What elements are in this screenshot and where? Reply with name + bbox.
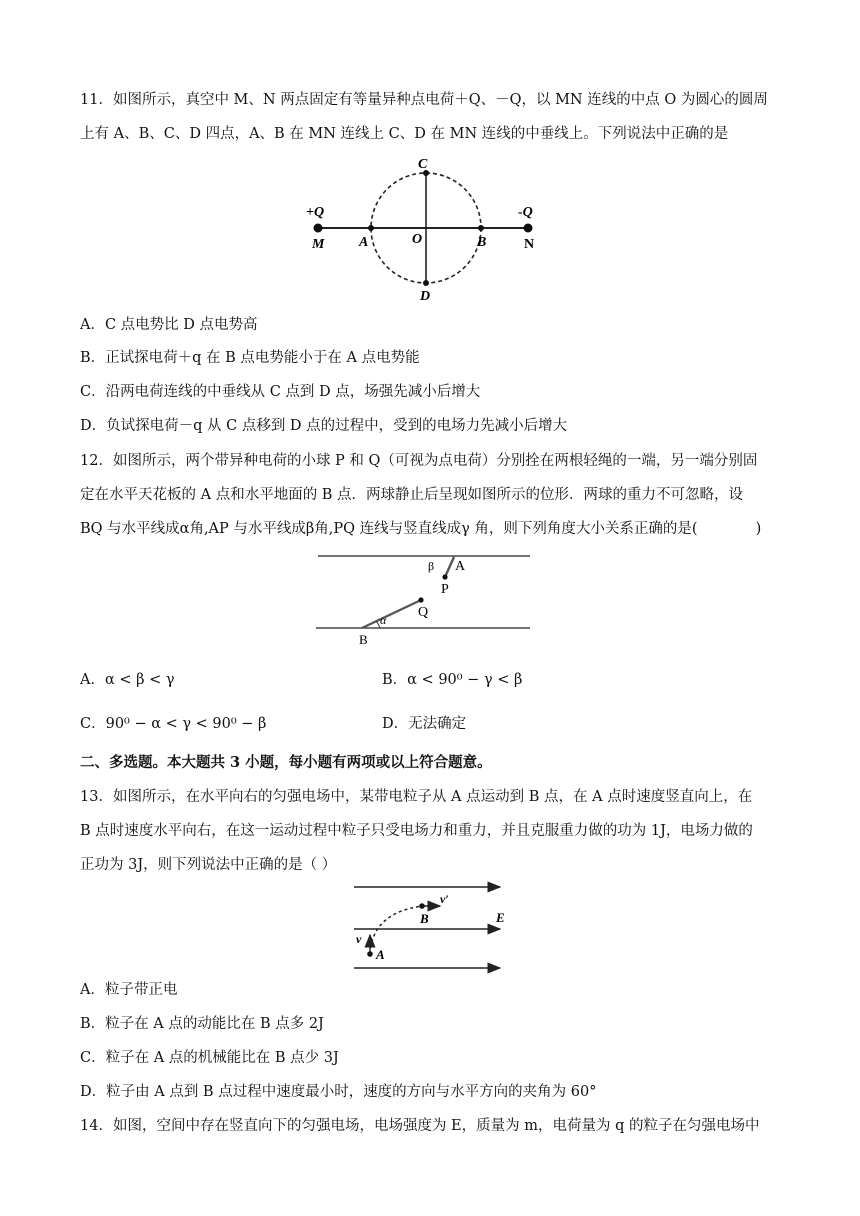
q13-option-d: D．粒子由 A 点到 B 点过程中速度最小时，速度的方向与水平方向的夹角为 60° <box>80 1084 597 1100</box>
q13-figure <box>340 875 520 975</box>
q11-option-c: C．沿两电荷连线的中垂线从 C 点到 D 点，场强先减小后增大 <box>80 384 481 400</box>
q12-rope-AP <box>445 557 454 577</box>
q12-option-d: D．无法确定 <box>382 716 467 732</box>
q11-stem-line1: 11．如图所示，真空中 M、N 两点固定有等量异种点电荷＋Q、－Q，以 MN 连线的中点 O 为圆心的圆周 <box>80 92 768 108</box>
q12-option-b: B．α < 90⁰ − γ < β <box>382 672 523 688</box>
q13-label-v-prime: v′ <box>440 892 449 906</box>
q13-label-B: B <box>420 911 429 926</box>
q13-stem-line1: 13．如图所示，在水平向右的匀强电场中，某带电粒子从 A 点运动到 B 点，在 A 点时速度竖直向上，在 <box>80 789 753 805</box>
q12-label-Q: Q <box>418 605 429 620</box>
q11-point-A <box>368 225 374 231</box>
q11-label-A: A <box>359 235 369 250</box>
q13-option-c: C．粒子在 A 点的机械能比在 B 点少 3J <box>80 1050 339 1066</box>
q11-label-B: B <box>477 235 487 250</box>
q11-label-C: C <box>418 157 428 172</box>
q13-option-b: B．粒子在 A 点的动能比在 B 点多 2J <box>80 1016 324 1032</box>
q13-label-A: A <box>376 947 385 962</box>
q12-figure <box>310 548 540 650</box>
q11-stem-line2: 上有 A、B、C、D 四点，A、B 在 MN 连线上 C、D 在 MN 连线的中垂线上。下列说法中正确的是 <box>80 126 729 142</box>
q12-label-P: P <box>441 582 449 597</box>
q14-stem-line1: 14．如图，空间中存在竖直向下的匀强电场，电场强度为 E，质量为 m，电荷量为 q 的粒子在匀强电场中 <box>80 1118 760 1134</box>
q12-rope-BQ <box>362 600 421 628</box>
q11-option-d: D．负试探电荷－q 从 C 点移到 D 点的过程中，受到的电场力先减小后增大 <box>80 418 568 434</box>
q12-ball-P <box>442 574 447 579</box>
q12-ball-Q <box>418 597 423 602</box>
q11-label-O: O <box>412 232 423 247</box>
q12-stem-line3: BQ 与水平线成α角,AP 与水平线成β角,PQ 连线与竖直线成γ 角，则下列角度大小关系正确的是( ) <box>80 521 762 537</box>
q11-point-B <box>478 225 484 231</box>
q12-label-A: A <box>455 559 466 574</box>
q11-figure <box>300 150 560 305</box>
q11-charge-M <box>314 224 323 233</box>
q11-point-D <box>423 280 429 286</box>
q13-point-B <box>419 903 425 909</box>
q12-label-beta: β <box>428 559 435 573</box>
q11-charge-N <box>524 224 533 233</box>
q13-option-a: A．粒子带正电 <box>80 982 178 998</box>
q13-label-E: E <box>496 910 505 925</box>
q11-option-a: A．C 点电势比 D 点电势高 <box>80 317 258 333</box>
q11-label-minusQ: -Q <box>518 205 533 220</box>
q11-label-plusQ: +Q <box>306 205 325 220</box>
q11-label-N: N <box>524 237 535 252</box>
q11-label-D: D <box>420 289 431 304</box>
q13-point-A <box>367 951 373 957</box>
q12-option-c: C．90⁰ − α < γ < 90⁰ − β <box>80 716 267 732</box>
q12-label-alpha: α <box>380 613 387 627</box>
q11-label-M: M <box>312 237 325 252</box>
q13-stem-line3: 正功为 3J，则下列说法中正确的是（ ） <box>80 857 337 873</box>
q12-option-a: A．α < β < γ <box>80 672 175 688</box>
q12-stem-line1: 12．如图所示，两个带异种电荷的小球 P 和 Q（可视为点电荷）分别拴在两根轻绳的一端，另一端分别固 <box>80 453 758 469</box>
q12-label-B: B <box>359 632 368 647</box>
q11-option-b: B．正试探电荷＋q 在 B 点电势能小于在 A 点电势能 <box>80 350 420 366</box>
q12-stem-line2: 定在水平天花板的 A 点和水平地面的 B 点．两球静止后呈现如图所示的位形．两球的重力不可忽略，设 <box>80 487 744 503</box>
q13-stem-line2: B 点时速度水平向右，在这一运动过程中粒子只受电场力和重力，并且克服重力做的功为 1J，电场力做的 <box>80 823 753 839</box>
section2-heading: 二、多选题。本大题共 3 小题，每小题有两项或以上符合题意。 <box>80 754 492 771</box>
q13-label-v: v <box>356 932 362 946</box>
